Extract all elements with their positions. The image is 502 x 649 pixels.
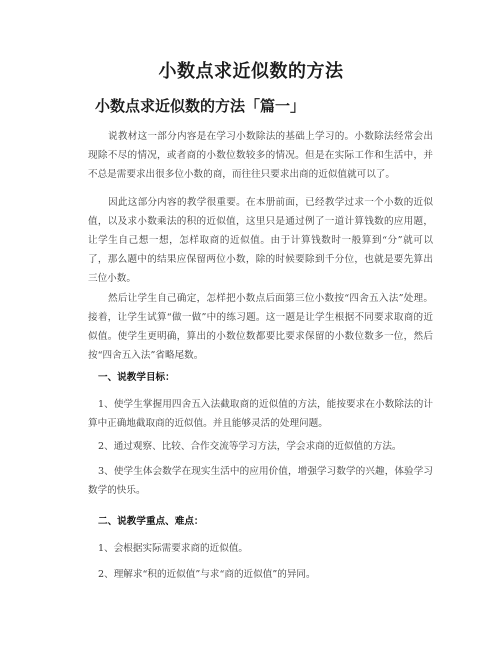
paragraph-intro: 说教材这一部分内容是在学习小数除法的基础上学习的。小数除法经常会出现除不尽的情况，或者商的小数位数较多的情况。但是在实际工作和生活中，并不总是需要求出很多位小数的商，而往往只要求出商的近似值就可以了。 (88, 131, 433, 180)
key-item-1: 1、会根据实际需要求商的近似值。 (98, 543, 249, 554)
heading-key-difficulties: 二、说教学重点、难点： (98, 516, 204, 527)
goal-item-1: 1、使学生掌握用四舍五入法截取商的近似值的方法，能按要求在小数除法的计算中正确地截取商的近似值。并且能够灵活的处理问题。 (88, 399, 433, 429)
document-title: 小数点求近似数的方法 (158, 61, 344, 82)
heading-teaching-goals: 一、说教学目标： (98, 372, 175, 383)
paragraph-importance: 因此这部分内容的教学很重要。在本册前面，已经教学过求一个小数的近似值，以及求小数乘法的积的近似值，这里只是通过例了一道计算钱数的应用题，让学生自己想一想，怎样取商的近似值。由于计算钱数时一般算到“分”就可以了，那么题中的结果应保留两位小数，除的时候要除到千分位，也就是要先算出三位小数。 (88, 197, 433, 284)
goal-item-2: 2、通过观察、比较、合作交流等学习方法，学会求商的近似值的方法。 (98, 441, 402, 452)
key-item-2: 2、理解求“积的近似值”与求“商的近似值”的异同。 (98, 569, 316, 580)
paragraph-practice: 然后让学生自己确定，怎样把小数点后面第三位小数按“四舍五入法”处理。接着，让学生试算“做一做”中的练习题。这一题是让学生根据不同要求取商的近似值。使学生更明确，算出的小数位数都要比要求保留的小数位数多一位，然后按“四舍五入法”省略尾数。 (88, 293, 433, 361)
section-title: 小数点求近似数的方法「篇一」 (95, 97, 306, 115)
goal-item-3: 3、使学生体会数学在现实生活中的应用价值，增强学习数学的兴趣，体验学习数学的快乐。 (88, 466, 433, 496)
